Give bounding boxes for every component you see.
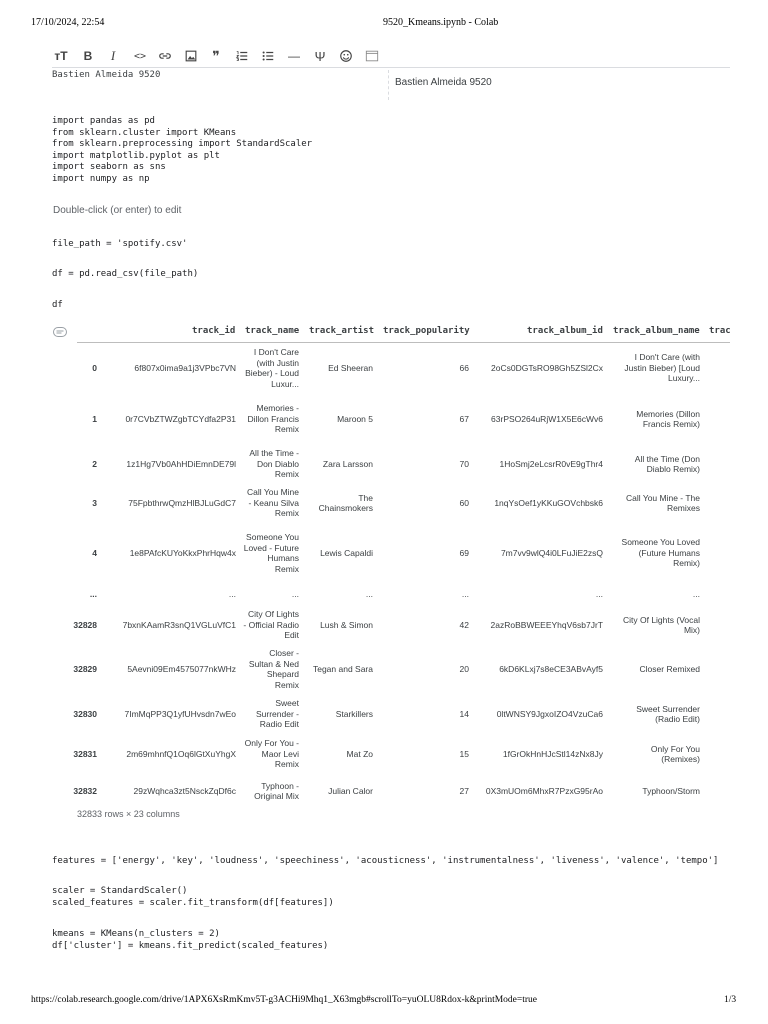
table-cell-track-album-id: 2azRoBBWEEEYhqV6sb7JrT [490, 619, 603, 630]
header-divider [77, 342, 730, 343]
table-cell-track-album-name: Someone You Loved (Future Humans Remix) [621, 537, 700, 569]
table-cell-track-album-id: 6kD6KLxj7s8eCE3ABvAyf5 [499, 663, 603, 674]
table-cell-track-name: Only For You - Maor Levi Remix [244, 738, 299, 770]
code-cell-df[interactable]: df [52, 300, 63, 310]
code-icon[interactable]: <> [133, 50, 147, 62]
table-cell-track-album-id: 0X3mUOm6MhxR7PzxG95rAo [485, 785, 603, 796]
code-cell-read-csv[interactable]: df = pd.read_csv(file_path) [52, 269, 199, 279]
bold-icon[interactable]: B [83, 49, 93, 63]
column-header-track-album-id: track_album_id [527, 326, 603, 336]
table-cell-track-id: ... [228, 588, 236, 599]
table-cell-track-album-id: ... [595, 588, 603, 599]
table-cell-track-artist: ... [365, 588, 373, 599]
row-index: 2 [92, 458, 97, 469]
table-cell-track-popularity: 69 [459, 547, 469, 558]
row-index: 0 [92, 362, 97, 373]
table-cell-track-name: Call You Mine - Keanu Silva Remix [247, 487, 299, 519]
horizontal-rule-icon[interactable]: — [288, 49, 300, 63]
table-cell-track-popularity: 67 [459, 413, 469, 424]
bulleted-list-icon[interactable] [259, 48, 277, 64]
table-cell-track-id: 75FpbthrwQmzHlBJLuGdC7 [128, 497, 236, 508]
table-cell-track-artist: Lewis Capaldi [320, 547, 373, 558]
column-header-truncated: trac [709, 326, 731, 336]
row-index: 32830 [73, 708, 97, 719]
table-cell-track-name: All the Time - Don Diablo Remix [249, 448, 299, 480]
preview-layout-icon[interactable] [363, 48, 381, 64]
table-cell-track-name: City Of Lights - Official Radio Edit [243, 609, 299, 641]
table-cell-track-name: Someone You Loved - Future Humans Remix [243, 532, 299, 574]
code-cell-file-path[interactable]: file_path = 'spotify.csv' [52, 239, 188, 249]
emoji-icon[interactable] [337, 48, 355, 64]
table-cell-track-id: 6f807x0ima9a1j3VPbc7VN [134, 362, 236, 373]
text-cell-preview: Bastien Almeida 9520 [395, 77, 492, 88]
table-cell-track-id: 29zWqhca3zt5NsckZqDf6c [133, 785, 236, 796]
print-page-number: 1/3 [724, 995, 737, 1005]
table-cell-track-album-id: 2oCs0DGTsRO98Gh5ZSl2Cx [491, 362, 603, 373]
table-cell-track-name: Memories - Dillon Francis Remix [247, 403, 299, 435]
table-cell-track-album-name: Memories (Dillon Francis Remix) [636, 408, 700, 429]
table-cell-track-album-name: Typhoon/Storm [642, 785, 700, 796]
table-cell-track-name: ... [291, 588, 299, 599]
table-cell-track-popularity: 20 [459, 663, 469, 674]
table-cell-track-id: 1z1Hg7Vb0AhHDiEmnDE79l [126, 458, 236, 469]
table-cell-track-popularity: 60 [459, 497, 469, 508]
table-cell-track-popularity: 15 [459, 748, 469, 759]
row-index: 32832 [73, 785, 97, 796]
table-cell-track-album-id: 1HoSmj2eLcsrR0vE9gThr4 [499, 458, 603, 469]
table-cell-track-artist: Ed Sheeran [328, 362, 373, 373]
numbered-list-icon[interactable] [233, 48, 251, 64]
table-cell-track-id: 5Aevni09Em4575077nkWHz [127, 663, 236, 674]
text-cell-source: Bastien Almeida 9520 [52, 70, 161, 80]
table-cell-track-album-name: Closer Remixed [639, 663, 700, 674]
quote-icon[interactable]: ❞ [212, 47, 220, 64]
table-cell-track-album-name: Only For You (Remixes) [650, 743, 700, 764]
table-cell-track-album-name: All the Time (Don Diablo Remix) [634, 453, 700, 474]
row-index: 3 [92, 497, 97, 508]
table-cell-track-popularity: 27 [459, 785, 469, 796]
table-cell-track-album-id: 1fGrOkHnHJcStl14zNx8Jy [502, 748, 603, 759]
table-cell-track-artist: Zara Larsson [322, 458, 373, 469]
table-cell-track-album-id: 1nqYsOef1yKKuGOVchbsk6 [494, 497, 603, 508]
latex-icon[interactable]: Ψ [314, 48, 326, 64]
table-cell-track-album-id: 63rPSO264uRjW1X5E6cWv6 [491, 413, 603, 424]
row-index: 4 [92, 547, 97, 558]
table-cell-track-artist: The Chainsmokers [318, 492, 373, 513]
table-cell-track-popularity: 66 [459, 362, 469, 373]
markdown-cell-placeholder[interactable]: Double-click (or enter) to edit [53, 205, 182, 216]
table-cell-track-popularity: 14 [459, 708, 469, 719]
table-cell-track-popularity: 70 [459, 458, 469, 469]
output-actions-icon[interactable] [53, 324, 67, 334]
table-cell-track-artist: Mat Zo [346, 748, 373, 759]
table-cell-track-name: Typhoon - Original Mix [254, 780, 299, 801]
code-cell-scaler[interactable]: scaler = StandardScaler() scaled_features = scaler.fit_transform(df[features]) [52, 886, 334, 908]
table-cell-track-album-name: I Don't Care (with Justin Bieber) [Loud Luxury... [624, 352, 700, 384]
table-cell-track-album-id: 0ltWNSY9JgxoIZO4VzuCa6 [496, 708, 603, 719]
column-header-track-id: track_id [192, 326, 236, 336]
table-cell-track-name: Sweet Surrender - Radio Edit [256, 698, 299, 730]
table-cell-track-id: 7bxnKAamR3snQ1VGLuVfC1 [122, 619, 236, 630]
table-cell-track-id: 2m69mhnfQ1Oq6lGtXuYhgX [126, 748, 236, 759]
table-cell-track-id: 0r7CVbZTWZgbTCYdfa2P31 [125, 413, 236, 424]
code-cell-features[interactable]: features = ['energy', 'key', 'loudness', 'speechiness', 'acousticness', 'instrumentalness', 'liveness', 'valence', 'tempo'] [52, 856, 719, 866]
print-date: 17/10/2024, 22:54 [31, 17, 105, 28]
table-cell-track-popularity: 42 [459, 619, 469, 630]
link-icon[interactable] [156, 48, 174, 64]
row-index: 32829 [73, 663, 97, 674]
table-cell-track-artist: Starkillers [335, 708, 373, 719]
table-cell-track-album-name: Call You Mine - The Remixes [625, 492, 700, 513]
print-title: 9520_Kmeans.ipynb - Colab [383, 17, 499, 28]
row-index: 32828 [73, 619, 97, 630]
column-header-track-name: track_name [245, 326, 300, 336]
code-cell-kmeans[interactable]: kmeans = KMeans(n_clusters = 2) df['cluster'] = kmeans.fit_predict(scaled_features) [52, 929, 329, 951]
row-index: ... [89, 588, 97, 599]
table-cell-track-name: Closer - Sultan & Ned Shepard Remix [248, 648, 299, 690]
table-cell-track-name: I Don't Care (with Justin Bieber) - Loud Luxur... [245, 347, 299, 389]
code-cell-imports[interactable]: import pandas as pd from sklearn.cluster import KMeans from sklearn.preprocessing import StandardScaler import matplotlib.pyplot as plt import seaborn as sns import numpy as np [52, 116, 313, 184]
table-cell-track-artist: Maroon 5 [337, 413, 373, 424]
table-cell-track-id: 7ImMqPP3Q1yfUHvsdn7wEo [124, 708, 236, 719]
table-cell-track-album-name: City Of Lights (Vocal Mix) [622, 614, 700, 635]
column-header-track-album-name: track_album_name [613, 326, 700, 336]
image-icon[interactable] [182, 48, 200, 64]
column-header-track-artist: track_artist [309, 326, 375, 336]
table-cell-track-artist: Lush & Simon [320, 619, 373, 630]
table-cell-track-id: 1e8PAfcKUYoKkxPhrHqw4x [129, 547, 236, 558]
table-cell-track-album-name: Sweet Surrender (Radio Edit) [636, 703, 700, 724]
table-cell-track-album-name: ... [692, 588, 700, 599]
table-cell-track-album-id: 7m7vv9wlQ4i0LFuJiE2zsQ [500, 547, 603, 558]
dataframe-shape: 32833 rows × 23 columns [77, 809, 180, 819]
column-header-track-popularity: track_popularity [383, 326, 470, 336]
row-index: 32831 [73, 748, 97, 759]
print-url: https://colab.research.google.com/drive/1APX6XsRmKmv5T-g3ACHi9Mhq1_X63mgb#scrollTo=yuOLU8Rdox-k&printMode=true [31, 995, 538, 1005]
italic-icon[interactable]: I [110, 48, 116, 63]
text-cell-editor[interactable] [52, 70, 389, 100]
text-cell-toolbar [52, 45, 730, 68]
table-cell-track-artist: Julian Calor [328, 785, 373, 796]
table-cell-track-artist: Tegan and Sara [312, 663, 373, 674]
table-cell-track-popularity: ... [461, 588, 469, 599]
text-size-icon[interactable]: тT [54, 49, 68, 63]
row-index: 1 [92, 413, 97, 424]
